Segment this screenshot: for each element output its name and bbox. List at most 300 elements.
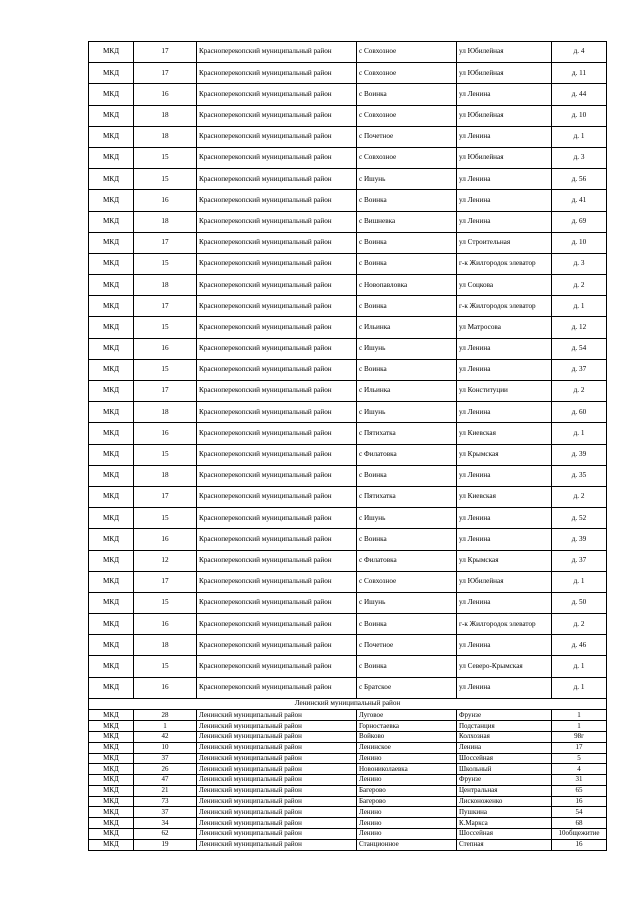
floors-cell: 17 — [134, 42, 197, 63]
locality-cell: с Воинка — [357, 465, 457, 486]
table-row — [89, 614, 607, 635]
district-cell: Красноперекопский муниципальный район — [197, 296, 357, 317]
floors-cell: 15 — [134, 508, 197, 529]
type-cell: МКД — [89, 126, 134, 147]
table-row — [89, 296, 607, 317]
floors-cell: 73 — [134, 796, 197, 807]
locality-cell: Ленино — [357, 807, 457, 818]
floors-cell: 15 — [134, 147, 197, 168]
table-row — [89, 785, 607, 796]
type-cell: МКД — [89, 550, 134, 571]
street-cell: Школьный — [457, 764, 552, 775]
street-cell: ул Юбилейная — [457, 42, 552, 63]
type-cell: МКД — [89, 742, 134, 753]
floors-cell: 26 — [134, 764, 197, 775]
type-cell: МКД — [89, 592, 134, 613]
house-cell: д. 1 — [552, 656, 607, 677]
table-row — [89, 775, 607, 786]
street-cell: ул Юбилейная — [457, 63, 552, 84]
district-cell: Красноперекопский муниципальный район — [197, 232, 357, 253]
floors-cell: 16 — [134, 614, 197, 635]
house-cell: д. 2 — [552, 381, 607, 402]
locality-cell: Новониколаевка — [357, 764, 457, 775]
floors-cell: 16 — [134, 529, 197, 550]
locality-cell: Луговое — [357, 710, 457, 721]
floors-cell: 17 — [134, 296, 197, 317]
type-cell: МКД — [89, 63, 134, 84]
locality-cell: с Ильинка — [357, 381, 457, 402]
table-row — [89, 105, 607, 126]
street-cell: ул Ленина — [457, 592, 552, 613]
table-row — [89, 211, 607, 232]
type-cell: МКД — [89, 169, 134, 190]
district-cell: Красноперекопский муниципальный район — [197, 190, 357, 211]
type-cell: МКД — [89, 296, 134, 317]
type-cell: МКД — [89, 764, 134, 775]
house-cell: д. 1 — [552, 126, 607, 147]
house-cell: д. 52 — [552, 508, 607, 529]
street-cell: Колхозная — [457, 731, 552, 742]
locality-cell: с Ишунь — [357, 402, 457, 423]
locality-cell: с Ишунь — [357, 169, 457, 190]
district-cell: Красноперекопский муниципальный район — [197, 465, 357, 486]
district-cell: Ленинский муниципальный район — [197, 829, 357, 840]
floors-cell: 17 — [134, 63, 197, 84]
table-row — [89, 423, 607, 444]
district-cell: Красноперекопский муниципальный район — [197, 508, 357, 529]
floors-cell: 10 — [134, 742, 197, 753]
type-cell: МКД — [89, 359, 134, 380]
district-cell: Ленинский муниципальный район — [197, 839, 357, 850]
type-cell: МКД — [89, 571, 134, 592]
street-cell: К.Маркса — [457, 818, 552, 829]
floors-cell: 16 — [134, 84, 197, 105]
table-row — [89, 444, 607, 465]
table-row — [89, 742, 607, 753]
floors-cell: 28 — [134, 710, 197, 721]
floors-cell: 16 — [134, 423, 197, 444]
type-cell: МКД — [89, 105, 134, 126]
type-cell: МКД — [89, 317, 134, 338]
house-cell: д. 46 — [552, 635, 607, 656]
type-cell: МКД — [89, 656, 134, 677]
district-cell: Красноперекопский муниципальный район — [197, 550, 357, 571]
locality-cell: с Филатовка — [357, 550, 457, 571]
district-cell: Красноперекопский муниципальный район — [197, 275, 357, 296]
house-cell: д. 1 — [552, 677, 607, 698]
locality-cell: с Воинка — [357, 190, 457, 211]
floors-cell: 18 — [134, 465, 197, 486]
house-cell: д. 50 — [552, 592, 607, 613]
district-cell: Красноперекопский муниципальный район — [197, 402, 357, 423]
floors-cell: 18 — [134, 126, 197, 147]
locality-cell: с Совхозное — [357, 105, 457, 126]
floors-cell: 15 — [134, 444, 197, 465]
type-cell: МКД — [89, 839, 134, 850]
type-cell: МКД — [89, 232, 134, 253]
street-cell: ул Крымская — [457, 444, 552, 465]
district-cell: Красноперекопский муниципальный район — [197, 126, 357, 147]
street-cell: ул Киевская — [457, 486, 552, 507]
type-cell: МКД — [89, 785, 134, 796]
district-cell: Красноперекопский муниципальный район — [197, 486, 357, 507]
table-row — [89, 486, 607, 507]
district-cell: Красноперекопский муниципальный район — [197, 42, 357, 63]
street-cell: ул Юбилейная — [457, 147, 552, 168]
table-row — [89, 731, 607, 742]
type-cell: МКД — [89, 753, 134, 764]
district-cell: Красноперекопский муниципальный район — [197, 444, 357, 465]
district-cell: Красноперекопский муниципальный район — [197, 592, 357, 613]
street-cell: ул Ленина — [457, 359, 552, 380]
street-cell: ул Крымская — [457, 550, 552, 571]
street-cell: Шоссейная — [457, 753, 552, 764]
locality-cell: с Почетное — [357, 635, 457, 656]
type-cell: МКД — [89, 614, 134, 635]
district-cell: Красноперекопский муниципальный район — [197, 529, 357, 550]
locality-cell: Ленино — [357, 818, 457, 829]
floors-cell: 42 — [134, 731, 197, 742]
floors-cell: 37 — [134, 807, 197, 818]
locality-cell: с Воинка — [357, 84, 457, 105]
floors-cell: 15 — [134, 592, 197, 613]
floors-cell: 16 — [134, 190, 197, 211]
district-cell: Красноперекопский муниципальный район — [197, 105, 357, 126]
street-cell: ул Ленина — [457, 211, 552, 232]
floors-cell: 62 — [134, 829, 197, 840]
district-cell: Ленинский муниципальный район — [197, 742, 357, 753]
table-row — [89, 402, 607, 423]
floors-cell: 17 — [134, 571, 197, 592]
district-cell: Красноперекопский муниципальный район — [197, 381, 357, 402]
house-cell: д. 37 — [552, 359, 607, 380]
locality-cell: с Ишунь — [357, 592, 457, 613]
type-cell: МКД — [89, 796, 134, 807]
house-cell: 1 — [552, 721, 607, 732]
district-cell: Ленинский муниципальный район — [197, 775, 357, 786]
district-cell: Красноперекопский муниципальный район — [197, 317, 357, 338]
locality-cell: Ленино — [357, 775, 457, 786]
district-cell: Ленинский муниципальный район — [197, 731, 357, 742]
house-cell: д. 54 — [552, 338, 607, 359]
district-cell: Красноперекопский муниципальный район — [197, 84, 357, 105]
street-cell: г-к Жилгородок элеватор — [457, 614, 552, 635]
floors-cell: 18 — [134, 402, 197, 423]
district-cell: Ленинский муниципальный район — [197, 710, 357, 721]
street-cell: Шоссейная — [457, 829, 552, 840]
district-cell: Красноперекопский муниципальный район — [197, 423, 357, 444]
district-cell: Красноперекопский муниципальный район — [197, 63, 357, 84]
district-cell: Красноперекопский муниципальный район — [197, 211, 357, 232]
type-cell: МКД — [89, 444, 134, 465]
house-cell: д. 69 — [552, 211, 607, 232]
section-header-row — [89, 698, 607, 710]
district-cell: Ленинский муниципальный район — [197, 764, 357, 775]
house-cell: д. 10 — [552, 232, 607, 253]
district-cell: Ленинский муниципальный район — [197, 753, 357, 764]
district-cell: Ленинский муниципальный район — [197, 807, 357, 818]
district-cell: Красноперекопский муниципальный район — [197, 253, 357, 274]
table-row — [89, 818, 607, 829]
street-cell: Ленина — [457, 742, 552, 753]
district-cell: Ленинский муниципальный район — [197, 721, 357, 732]
locality-cell: с Братское — [357, 677, 457, 698]
street-cell: ул Северо-Крымская — [457, 656, 552, 677]
locality-cell: с Воинка — [357, 529, 457, 550]
locality-cell: с Воинка — [357, 232, 457, 253]
floors-cell: 15 — [134, 169, 197, 190]
table-row — [89, 592, 607, 613]
district-cell: Красноперекопский муниципальный район — [197, 169, 357, 190]
section-title: Ленинский муниципальный район — [89, 698, 607, 710]
street-cell: Центральная — [457, 785, 552, 796]
street-cell: ул Соцкова — [457, 275, 552, 296]
locality-cell: с Воинка — [357, 656, 457, 677]
table-row — [89, 677, 607, 698]
floors-cell: 15 — [134, 359, 197, 380]
district-cell: Красноперекопский муниципальный район — [197, 614, 357, 635]
table-row — [89, 529, 607, 550]
locality-cell: Ленинское — [357, 742, 457, 753]
floors-cell: 47 — [134, 775, 197, 786]
table-row — [89, 359, 607, 380]
type-cell: МКД — [89, 381, 134, 402]
table-body — [89, 42, 607, 851]
house-cell: д. 11 — [552, 63, 607, 84]
house-cell: 10общежитие — [552, 829, 607, 840]
floors-cell: 15 — [134, 317, 197, 338]
street-cell: г-к Жилгородок элеватор — [457, 296, 552, 317]
house-cell: 98г — [552, 731, 607, 742]
house-cell: д. 37 — [552, 550, 607, 571]
type-cell: МКД — [89, 190, 134, 211]
table-row — [89, 807, 607, 818]
street-cell: г-к Жилгородок элеватор — [457, 253, 552, 274]
house-cell: д. 2 — [552, 614, 607, 635]
house-cell: 16 — [552, 796, 607, 807]
type-cell: МКД — [89, 731, 134, 742]
street-cell: ул Ленина — [457, 635, 552, 656]
type-cell: МКД — [89, 807, 134, 818]
locality-cell: с Почетное — [357, 126, 457, 147]
floors-cell: 15 — [134, 253, 197, 274]
floors-cell: 15 — [134, 656, 197, 677]
house-cell: д. 10 — [552, 105, 607, 126]
house-cell: д. 1 — [552, 296, 607, 317]
street-cell: ул Ленина — [457, 190, 552, 211]
table-row — [89, 839, 607, 850]
house-cell: д. 4 — [552, 42, 607, 63]
house-cell: д. 3 — [552, 253, 607, 274]
locality-cell: с Ильинка — [357, 317, 457, 338]
table-row — [89, 764, 607, 775]
locality-cell: с Совхозное — [357, 147, 457, 168]
locality-cell: с Новопавловка — [357, 275, 457, 296]
floors-cell: 19 — [134, 839, 197, 850]
table-row — [89, 42, 607, 63]
house-cell: 54 — [552, 807, 607, 818]
locality-cell: с Совхозное — [357, 63, 457, 84]
house-cell: 31 — [552, 775, 607, 786]
street-cell: ул Юбилейная — [457, 571, 552, 592]
table-row — [89, 465, 607, 486]
house-cell: 5 — [552, 753, 607, 764]
street-cell: ул Ленина — [457, 402, 552, 423]
house-cell: 65 — [552, 785, 607, 796]
table-row — [89, 635, 607, 656]
table-row — [89, 275, 607, 296]
type-cell: МКД — [89, 721, 134, 732]
district-cell: Красноперекопский муниципальный район — [197, 147, 357, 168]
house-cell: 17 — [552, 742, 607, 753]
district-cell: Красноперекопский муниципальный район — [197, 635, 357, 656]
floors-cell: 17 — [134, 232, 197, 253]
table-row — [89, 126, 607, 147]
table-row — [89, 571, 607, 592]
house-cell: д. 56 — [552, 169, 607, 190]
house-cell: д. 12 — [552, 317, 607, 338]
street-cell: ул Ленина — [457, 169, 552, 190]
street-cell: ул Киевская — [457, 423, 552, 444]
type-cell: МКД — [89, 465, 134, 486]
table-row — [89, 84, 607, 105]
table-row — [89, 338, 607, 359]
district-cell: Красноперекопский муниципальный район — [197, 359, 357, 380]
district-cell: Красноперекопский муниципальный район — [197, 656, 357, 677]
street-cell: ул Ленина — [457, 338, 552, 359]
locality-cell: Станционное — [357, 839, 457, 850]
district-cell: Красноперекопский муниципальный район — [197, 338, 357, 359]
table-row — [89, 169, 607, 190]
locality-cell: с Совхозное — [357, 571, 457, 592]
type-cell: МКД — [89, 818, 134, 829]
house-cell: д. 39 — [552, 529, 607, 550]
table-row — [89, 63, 607, 84]
type-cell: МКД — [89, 486, 134, 507]
house-cell: д. 44 — [552, 84, 607, 105]
table-row — [89, 147, 607, 168]
street-cell: ул Конституции — [457, 381, 552, 402]
floors-cell: 1 — [134, 721, 197, 732]
floors-cell: 17 — [134, 381, 197, 402]
housing-table — [88, 41, 607, 851]
type-cell: МКД — [89, 253, 134, 274]
street-cell: ул Матросова — [457, 317, 552, 338]
street-cell: Степная — [457, 839, 552, 850]
house-cell: д. 39 — [552, 444, 607, 465]
floors-cell: 37 — [134, 753, 197, 764]
district-cell: Ленинский муниципальный район — [197, 796, 357, 807]
table-row — [89, 190, 607, 211]
table-row — [89, 317, 607, 338]
street-cell: Лисконоженко — [457, 796, 552, 807]
house-cell: 1 — [552, 710, 607, 721]
floors-cell: 18 — [134, 211, 197, 232]
street-cell: Фрунзе — [457, 775, 552, 786]
type-cell: МКД — [89, 635, 134, 656]
district-cell: Ленинский муниципальный район — [197, 785, 357, 796]
house-cell: д. 2 — [552, 486, 607, 507]
type-cell: МКД — [89, 529, 134, 550]
district-cell: Красноперекопский муниципальный район — [197, 571, 357, 592]
locality-cell: Багерово — [357, 785, 457, 796]
floors-cell: 18 — [134, 105, 197, 126]
type-cell: МКД — [89, 275, 134, 296]
house-cell: д. 1 — [552, 571, 607, 592]
type-cell: МКД — [89, 677, 134, 698]
locality-cell: с Воинка — [357, 296, 457, 317]
type-cell: МКД — [89, 402, 134, 423]
type-cell: МКД — [89, 423, 134, 444]
district-cell: Ленинский муниципальный район — [197, 818, 357, 829]
locality-cell: с Ишунь — [357, 508, 457, 529]
table-row — [89, 550, 607, 571]
house-cell: д. 35 — [552, 465, 607, 486]
street-cell: ул Ленина — [457, 84, 552, 105]
house-cell: 16 — [552, 839, 607, 850]
locality-cell: Багерово — [357, 796, 457, 807]
floors-cell: 34 — [134, 818, 197, 829]
type-cell: МКД — [89, 775, 134, 786]
locality-cell: с Пятихатка — [357, 486, 457, 507]
locality-cell: с Воинка — [357, 253, 457, 274]
floors-cell: 18 — [134, 275, 197, 296]
street-cell: ул Юбилейная — [457, 105, 552, 126]
street-cell: Пушкина — [457, 807, 552, 818]
type-cell: МКД — [89, 84, 134, 105]
type-cell: МКД — [89, 211, 134, 232]
type-cell: МКД — [89, 829, 134, 840]
locality-cell: с Воинка — [357, 614, 457, 635]
floors-cell: 12 — [134, 550, 197, 571]
type-cell: МКД — [89, 508, 134, 529]
locality-cell: с Ишунь — [357, 338, 457, 359]
table-row — [89, 253, 607, 274]
house-cell: 68 — [552, 818, 607, 829]
floors-cell: 18 — [134, 635, 197, 656]
house-cell: д. 2 — [552, 275, 607, 296]
table-row — [89, 710, 607, 721]
street-cell: ул Ленина — [457, 465, 552, 486]
floors-cell: 21 — [134, 785, 197, 796]
table-row — [89, 381, 607, 402]
street-cell: ул Ленина — [457, 677, 552, 698]
table-row — [89, 796, 607, 807]
table-row — [89, 829, 607, 840]
district-cell: Красноперекопский муниципальный район — [197, 677, 357, 698]
house-cell: д. 3 — [552, 147, 607, 168]
table-row — [89, 508, 607, 529]
type-cell: МКД — [89, 338, 134, 359]
type-cell: МКД — [89, 42, 134, 63]
floors-cell: 16 — [134, 338, 197, 359]
table-row — [89, 656, 607, 677]
street-cell: Фрунзе — [457, 710, 552, 721]
street-cell: ул Ленина — [457, 529, 552, 550]
locality-cell: с Воинка — [357, 359, 457, 380]
locality-cell: Горностаевка — [357, 721, 457, 732]
locality-cell: с Пятихатка — [357, 423, 457, 444]
street-cell: Подстанция — [457, 721, 552, 732]
floors-cell: 17 — [134, 486, 197, 507]
house-cell: д. 41 — [552, 190, 607, 211]
table-row — [89, 232, 607, 253]
house-cell: 4 — [552, 764, 607, 775]
type-cell: МКД — [89, 710, 134, 721]
type-cell: МКД — [89, 147, 134, 168]
table-row — [89, 753, 607, 764]
locality-cell: Ленино — [357, 753, 457, 764]
